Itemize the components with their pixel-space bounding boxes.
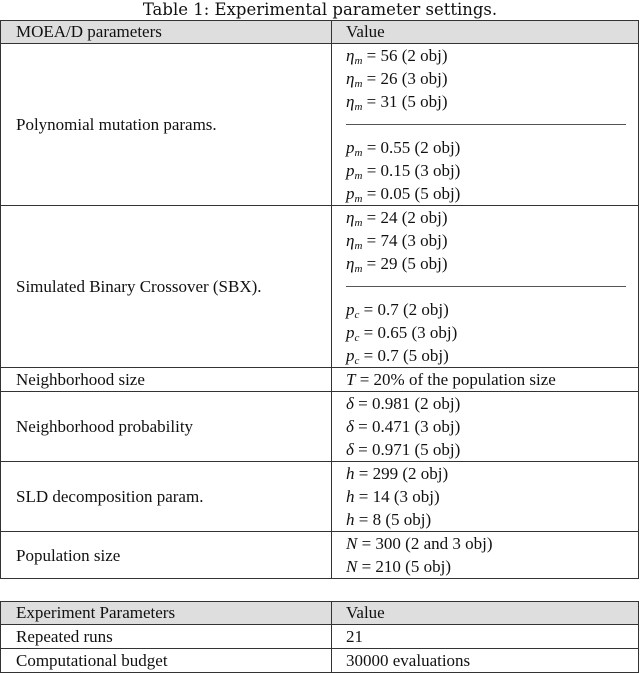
- row-label-text: Neighborhood size: [16, 370, 145, 389]
- math-symbol: η: [346, 69, 355, 88]
- value-text: = 20% of the population size: [355, 370, 556, 389]
- math-symbol: δ: [346, 440, 354, 459]
- math-symbol: p: [346, 346, 355, 365]
- value-text: = 31 (5 obj): [362, 92, 448, 111]
- math-symbol: h: [346, 510, 355, 529]
- row-label: [1, 392, 332, 462]
- value-text: = 0.981 (2 obj): [353, 394, 461, 413]
- table-row: [1, 532, 639, 579]
- value-line: [346, 182, 638, 205]
- row-value: [332, 532, 639, 579]
- table-caption: Table 1: Experimental parameter settings.: [142, 0, 498, 19]
- row-label: [1, 625, 332, 649]
- value-line: [346, 252, 638, 275]
- value-line: [346, 136, 638, 159]
- math-symbol: p: [346, 138, 355, 157]
- value-line: [346, 368, 638, 391]
- header-parameter: Experiment Parameters: [1, 602, 332, 625]
- row-label-text: Computational budget: [16, 651, 168, 670]
- math-subscript: m: [354, 240, 363, 252]
- value-text: = 24 (2 obj): [362, 208, 448, 227]
- header-value: Value: [332, 602, 639, 625]
- value-text: = 0.971 (5 obj): [353, 440, 461, 459]
- row-label: [1, 206, 332, 368]
- math-symbol: δ: [346, 417, 354, 436]
- row-value: [332, 368, 639, 392]
- value-text: = 0.7 (5 obj): [359, 346, 449, 365]
- row-label-text: Repeated runs: [16, 627, 113, 646]
- row-label-text: SLD decomposition param.: [16, 487, 204, 506]
- value-line: [346, 298, 638, 321]
- math-subscript: m: [354, 55, 363, 67]
- row-value: [332, 649, 639, 673]
- math-symbol: p: [346, 323, 355, 342]
- math-subscript: c: [354, 309, 360, 321]
- value-line: [346, 392, 638, 415]
- value-text: = 300 (2 and 3 obj): [357, 534, 493, 553]
- math-symbol: p: [346, 300, 355, 319]
- value-text: = 0.05 (5 obj): [362, 184, 461, 203]
- value-text: = 299 (2 obj): [354, 464, 449, 483]
- value-line: [346, 229, 638, 252]
- row-value: [332, 44, 639, 206]
- value-text: = 29 (5 obj): [362, 254, 448, 273]
- value-line: [346, 532, 638, 555]
- value-line: [346, 555, 638, 578]
- math-symbol: p: [346, 184, 355, 203]
- value-line: [346, 67, 638, 90]
- value-text: = 0.7 (2 obj): [359, 300, 449, 319]
- table-header-row: [1, 602, 639, 625]
- math-symbol: η: [346, 254, 355, 273]
- value-line: [346, 321, 638, 344]
- math-subscript: m: [354, 78, 363, 90]
- value-line: [346, 206, 638, 229]
- table-header-row: [1, 21, 639, 44]
- math-symbol: N: [346, 534, 358, 553]
- math-subscript: c: [354, 355, 360, 367]
- moead-parameters-table: [0, 20, 639, 579]
- math-subscript: m: [354, 217, 363, 229]
- row-label: [1, 532, 332, 579]
- row-value: [332, 206, 639, 368]
- value-line: [346, 438, 638, 461]
- math-symbol: η: [346, 231, 355, 250]
- math-symbol: T: [346, 370, 356, 389]
- row-label: [1, 368, 332, 392]
- value-line: [346, 462, 638, 485]
- table-row: [1, 625, 639, 649]
- table-row: [1, 462, 639, 532]
- math-symbol: η: [346, 208, 355, 227]
- value-text: = 8 (5 obj): [354, 510, 432, 529]
- math-subscript: m: [354, 147, 363, 159]
- row-label-text: Neighborhood probability: [16, 417, 194, 436]
- value-line: [346, 415, 638, 438]
- group-separator: [346, 113, 638, 136]
- value-text: = 56 (2 obj): [362, 46, 448, 65]
- math-subscript: m: [354, 170, 363, 182]
- value-text: = 14 (3 obj): [354, 487, 440, 506]
- value-line: [346, 344, 638, 367]
- math-subscript: c: [354, 332, 360, 344]
- row-value: [332, 625, 639, 649]
- value-text: = 0.65 (3 obj): [359, 323, 458, 342]
- value-line: [346, 44, 638, 67]
- value-text: = 0.55 (2 obj): [362, 138, 461, 157]
- header-parameter: MOEA/D parameters: [1, 21, 332, 44]
- row-label: [1, 44, 332, 206]
- row-label-text: Population size: [16, 545, 121, 565]
- value-line: [346, 159, 638, 182]
- row-value-text: 21: [346, 627, 363, 646]
- table-row: [1, 206, 639, 368]
- row-value: [332, 462, 639, 532]
- row-value: [332, 392, 639, 462]
- group-separator: [346, 275, 638, 298]
- row-label: [1, 462, 332, 532]
- experiment-parameters-table: [0, 601, 639, 673]
- value-line: [346, 90, 638, 113]
- value-text: = 74 (3 obj): [362, 231, 448, 250]
- table-row: [1, 392, 639, 462]
- table-row: [1, 649, 639, 673]
- math-symbol: η: [346, 46, 355, 65]
- math-symbol: δ: [346, 394, 354, 413]
- value-text: = 26 (3 obj): [362, 69, 448, 88]
- value-text: = 210 (5 obj): [357, 557, 451, 576]
- math-subscript: m: [354, 193, 363, 205]
- row-value-text: 30000 evaluations: [346, 651, 471, 670]
- header-value: Value: [332, 21, 639, 44]
- table-row: [1, 368, 639, 392]
- value-line: [346, 508, 638, 531]
- value-text: = 0.15 (3 obj): [362, 161, 461, 180]
- row-label-text: Simulated Binary Crossover (SBX).: [16, 277, 262, 296]
- math-symbol: N: [346, 557, 358, 576]
- math-symbol: h: [346, 464, 355, 483]
- math-symbol: η: [346, 92, 355, 111]
- row-label: [1, 649, 332, 673]
- value-text: = 0.471 (3 obj): [353, 417, 461, 436]
- math-subscript: m: [354, 101, 363, 113]
- value-line: [346, 485, 638, 508]
- math-symbol: h: [346, 487, 355, 506]
- table-row: [1, 44, 639, 206]
- row-label-text: Polynomial mutation params.: [16, 115, 217, 134]
- math-symbol: p: [346, 161, 355, 180]
- math-subscript: m: [354, 263, 363, 275]
